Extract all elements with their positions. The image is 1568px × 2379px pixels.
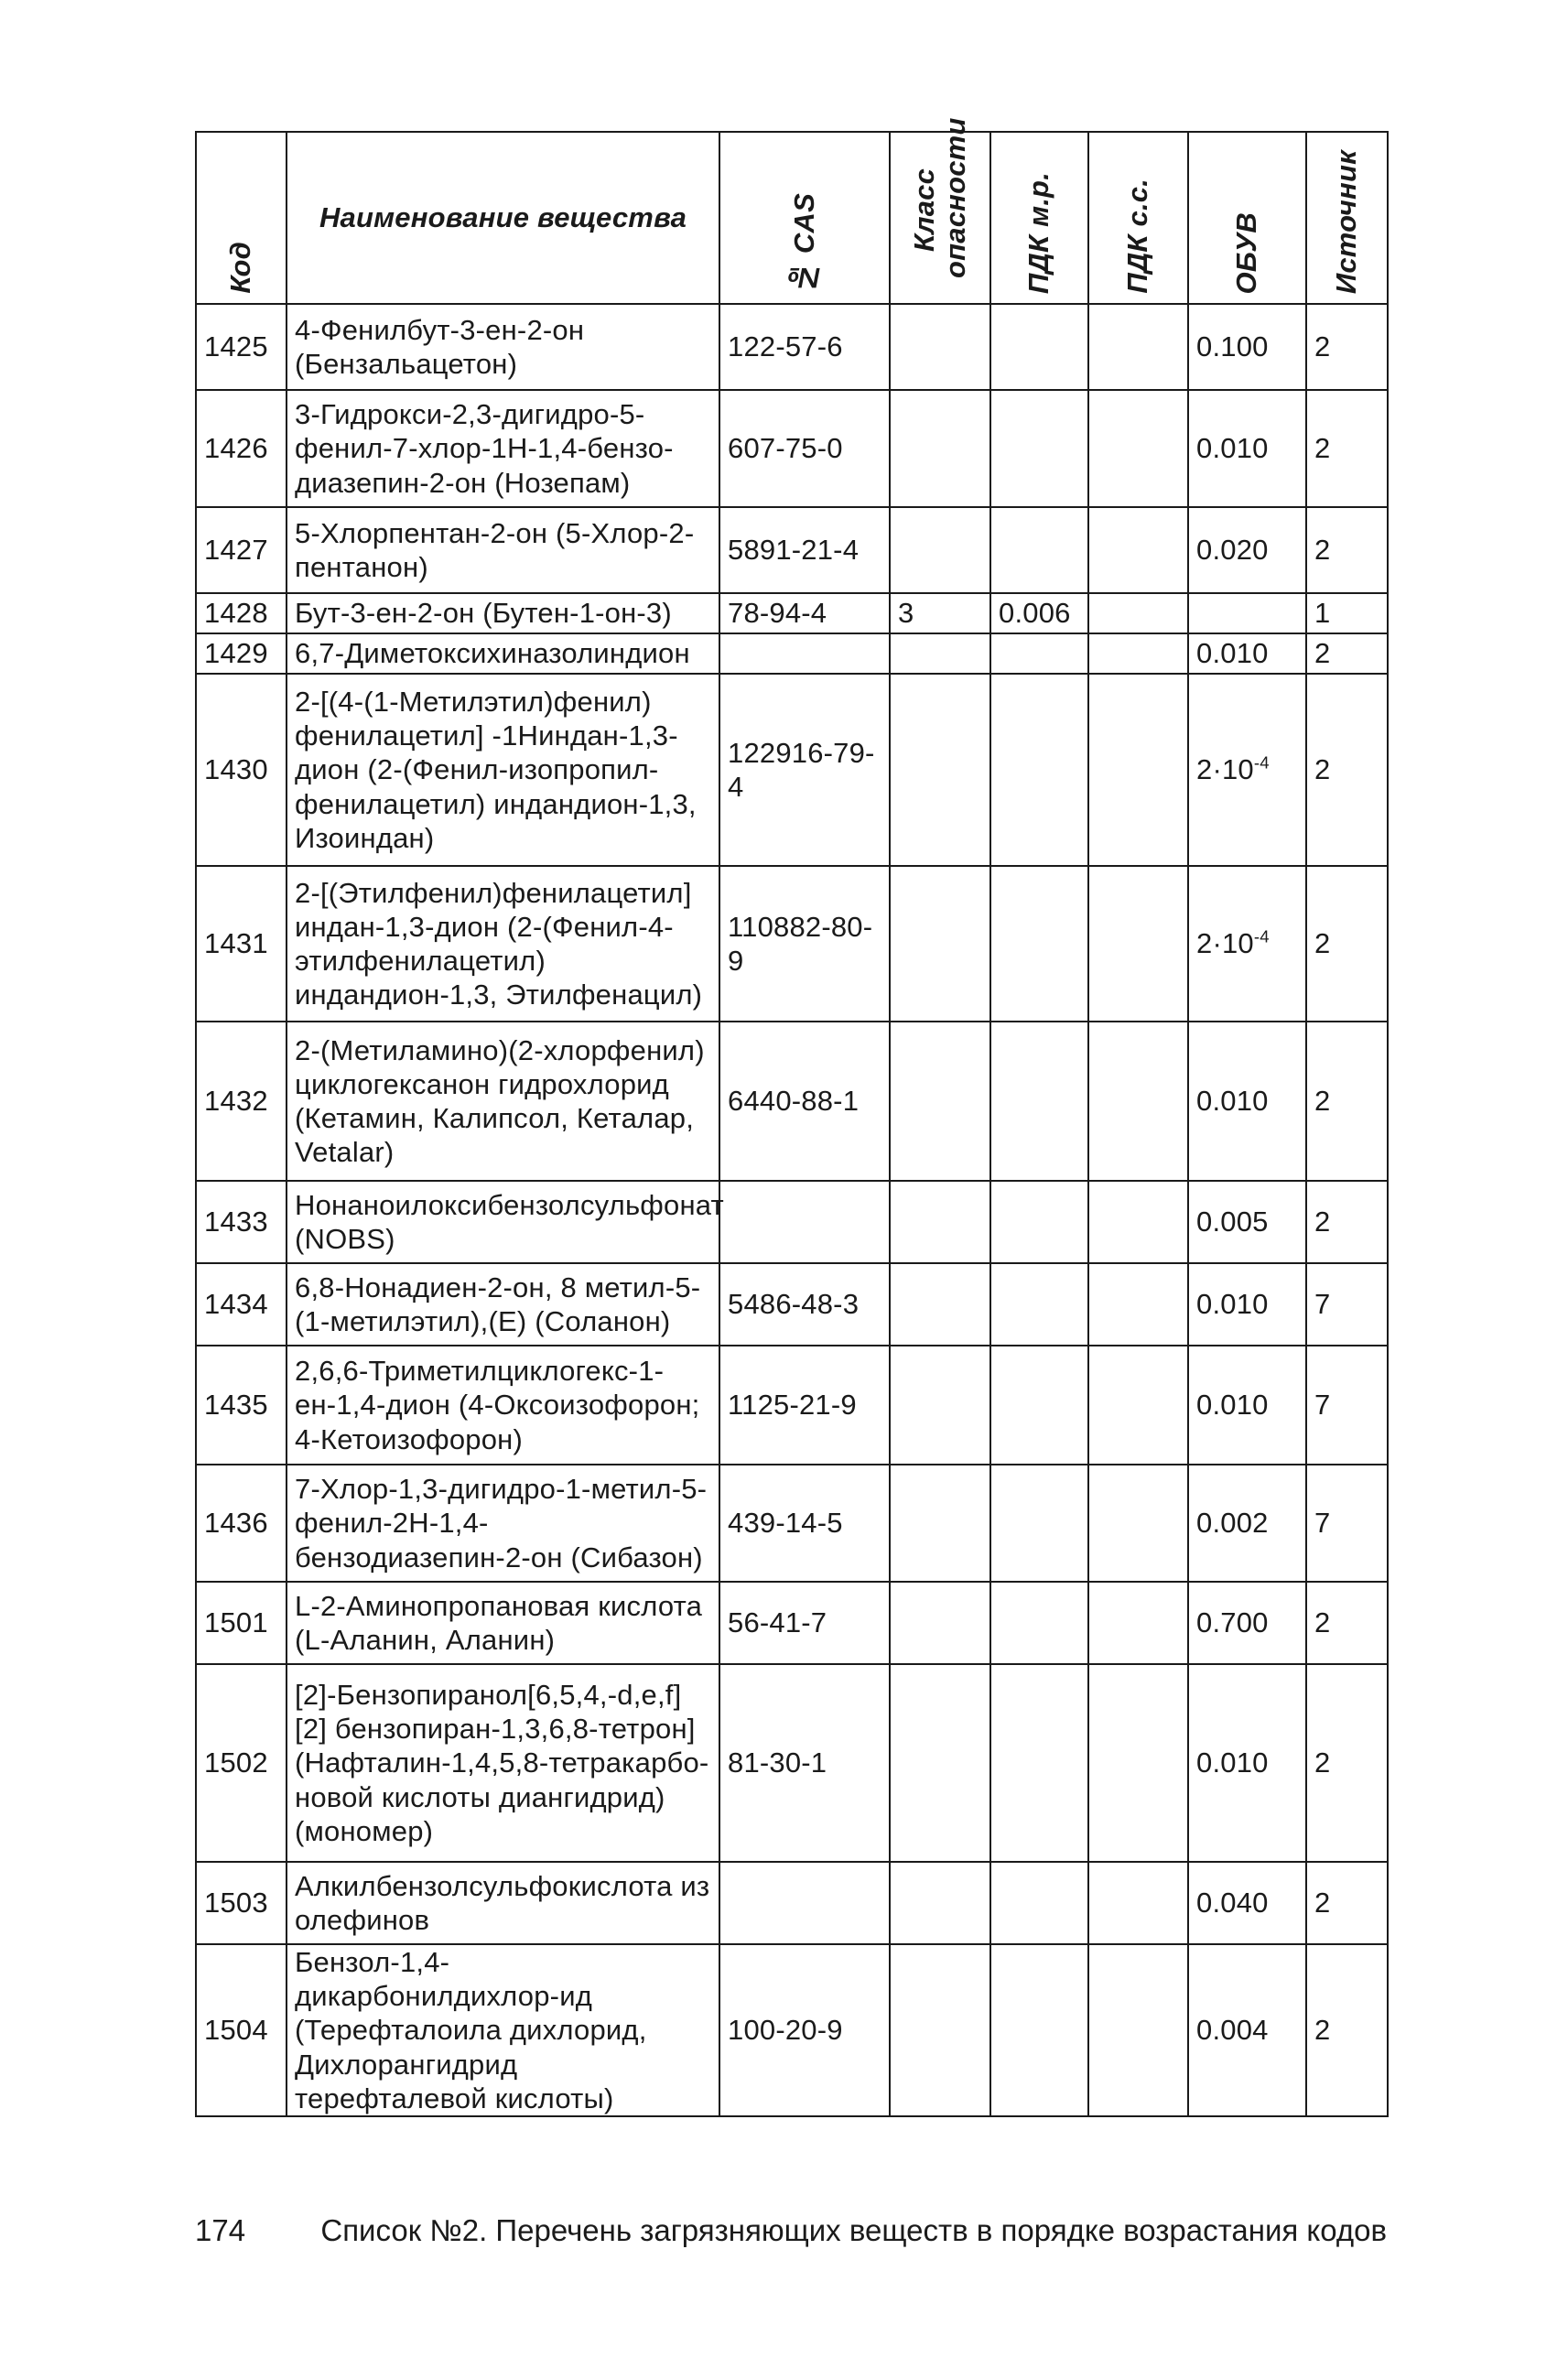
cell-pdk-mr — [990, 1944, 1088, 2116]
cell-source: 7 — [1306, 1263, 1388, 1346]
cell-code: 1501 — [196, 1582, 287, 1664]
cell-obuv — [1188, 674, 1306, 866]
cell-source: 7 — [1306, 1465, 1388, 1582]
cell-pdk-ss — [1088, 674, 1188, 866]
cell-name: 2,6,6-Триметилциклогекс-1-ен-1,4-дион (4-Оксоизофорон; 4-Кетоизофорон) — [287, 1346, 719, 1465]
cell-pdk-ss — [1088, 507, 1188, 593]
cell-pdk-ss — [1088, 390, 1188, 507]
cell-name: 2-(Метиламино)(2-хлорфенил) циклогексанон гидрохлорид (Кетамин, Калипсол, Кеталар, Vetalar) — [287, 1022, 719, 1181]
cell-obuv: 0.005 — [1188, 1181, 1306, 1263]
table-row — [196, 633, 1388, 674]
cell-hazard-class — [890, 1862, 990, 1944]
cell-pdk-mr — [990, 674, 1088, 866]
cell-pdk-mr — [990, 866, 1088, 1022]
cell-pdk-ss — [1088, 1263, 1188, 1346]
cell-pdk-mr — [990, 390, 1088, 507]
cell-source: 2 — [1306, 674, 1388, 866]
cell-source: 2 — [1306, 1582, 1388, 1664]
cell-name: Алкилбензолсульфокислота из олефинов — [287, 1862, 719, 1944]
cell-pdk-ss — [1088, 1022, 1188, 1181]
table-row — [196, 1022, 1388, 1181]
header-cas: № CAS — [719, 132, 890, 304]
cell-pdk-mr — [990, 1465, 1088, 1582]
cell-obuv: 0.100 — [1188, 304, 1306, 390]
cell-pdk-ss — [1088, 1862, 1188, 1944]
cell-code: 1433 — [196, 1181, 287, 1263]
cell-cas — [719, 1181, 890, 1263]
cell-cas: 100-20-9 — [719, 1944, 890, 2116]
obuv-exponent: -4 — [1253, 753, 1270, 773]
table-row — [196, 1263, 1388, 1346]
cell-pdk-ss — [1088, 866, 1188, 1022]
cell-code: 1434 — [196, 1263, 287, 1346]
cell-cas: 81-30-1 — [719, 1664, 890, 1862]
cell-pdk-mr — [990, 1181, 1088, 1263]
cell-source: 2 — [1306, 866, 1388, 1022]
running-footer: Список №2. Перечень загрязняющих веществ в порядке возрастания кодов — [320, 2213, 1387, 2247]
cell-hazard-class — [890, 1664, 990, 1862]
cell-hazard-class — [890, 1022, 990, 1181]
cell-code: 1435 — [196, 1346, 287, 1465]
cell-name: Бензол-1,4-дикарбонилдихлор-ид (Терефталоила дихлорид, Дихлорангидрид терефталевой кислоты) — [287, 1944, 719, 2116]
cell-hazard-class — [890, 1346, 990, 1465]
cell-obuv: 0.010 — [1188, 1664, 1306, 1862]
cell-name: 5-Хлорпентан-2-он (5-Хлор-2-пентанон) — [287, 507, 719, 593]
table-row — [196, 390, 1388, 507]
cell-source: 7 — [1306, 1346, 1388, 1465]
cell-pdk-mr — [990, 304, 1088, 390]
cell-hazard-class — [890, 390, 990, 507]
cell-source: 2 — [1306, 1862, 1388, 1944]
cell-cas — [719, 1862, 890, 1944]
cell-cas: 56-41-7 — [719, 1582, 890, 1664]
cell-code: 1427 — [196, 507, 287, 593]
cell-cas: 122-57-6 — [719, 304, 890, 390]
page-number: 174 — [195, 2213, 246, 2247]
cell-code: 1425 — [196, 304, 287, 390]
cell-pdk-ss — [1088, 633, 1188, 674]
cell-cas: 122916-79-4 — [719, 674, 890, 866]
cell-cas: 78-94-4 — [719, 593, 890, 633]
cell-obuv: 0.010 — [1188, 390, 1306, 507]
table-row — [196, 1465, 1388, 1582]
cell-name: 7-Хлор-1,3-дигидро-1-метил-5-фенил-2Н-1,4-бензодиазепин-2-он (Сибазон) — [287, 1465, 719, 1582]
cell-obuv: 0.020 — [1188, 507, 1306, 593]
obuv-base: 2·10 — [1196, 753, 1254, 786]
cell-obuv: 0.010 — [1188, 1022, 1306, 1181]
header-source: Источник — [1306, 132, 1388, 304]
cell-name: L-2-Аминопропановая кислота (L-Аланин, Аланин) — [287, 1582, 719, 1664]
cell-hazard-class — [890, 1263, 990, 1346]
cell-hazard-class — [890, 1944, 990, 2116]
cell-code: 1432 — [196, 1022, 287, 1181]
cell-pdk-ss — [1088, 1944, 1188, 2116]
cell-pdk-mr: 0.006 — [990, 593, 1088, 633]
cell-source: 2 — [1306, 1181, 1388, 1263]
cell-pdk-mr — [990, 1664, 1088, 1862]
cell-source: 2 — [1306, 507, 1388, 593]
cell-obuv: 0.010 — [1188, 633, 1306, 674]
cell-hazard-class — [890, 304, 990, 390]
cell-pdk-ss — [1088, 1582, 1188, 1664]
cell-code: 1429 — [196, 633, 287, 674]
cell-code: 1502 — [196, 1664, 287, 1862]
cell-obuv: 0.040 — [1188, 1862, 1306, 1944]
cell-code: 1503 — [196, 1862, 287, 1944]
cell-hazard-class — [890, 674, 990, 866]
table-row — [196, 1664, 1388, 1862]
cell-source: 2 — [1306, 390, 1388, 507]
cell-name: [2]-Бензопиранол[6,5,4,-d,e,f] [2] бензопиран-1,3,6,8-тетрон] (Нафталин-1,4,5,8-тетракарбо-новой кислоты диангидрид) (мономер) — [287, 1664, 719, 1862]
substances-table — [195, 117, 1389, 2117]
cell-pdk-mr — [990, 1582, 1088, 1664]
cell-name: Нонаноилоксибензолсульфонат (NOBS) — [287, 1181, 719, 1263]
cell-cas: 439-14-5 — [719, 1465, 890, 1582]
cell-pdk-mr — [990, 1862, 1088, 1944]
cell-cas — [719, 633, 890, 674]
cell-hazard-class — [890, 1582, 990, 1664]
cell-pdk-mr — [990, 1263, 1088, 1346]
cell-pdk-mr — [990, 1346, 1088, 1465]
cell-obuv: 0.010 — [1188, 1263, 1306, 1346]
header-pdk-mr: ПДК м.р. — [990, 132, 1088, 304]
cell-name: 2-[(4-(1-Метилэтил)фенил) фенилацетил] -1Ниндан-1,3-дион (2-(Фенил-изопропил-фенилацетил) индандион-1,3, Изоиндан) — [287, 674, 719, 866]
cell-code: 1430 — [196, 674, 287, 866]
cell-name: 6,7-Диметоксихиназолиндион — [287, 633, 719, 674]
cell-pdk-ss — [1088, 1465, 1188, 1582]
cell-pdk-mr — [990, 1022, 1088, 1181]
cell-code: 1436 — [196, 1465, 287, 1582]
cell-obuv: 0.004 — [1188, 1944, 1306, 2116]
table-row — [196, 866, 1388, 1022]
cell-code: 1426 — [196, 390, 287, 507]
cell-pdk-ss — [1088, 304, 1188, 390]
header-obuv: ОБУВ — [1188, 132, 1306, 304]
table-row — [196, 1582, 1388, 1664]
cell-name: 2-[(Этилфенил)фенилацетил] индан-1,3-дион (2-(Фенил-4-этилфенилацетил) индандион-1,3, Этилфенацил) — [287, 866, 719, 1022]
cell-pdk-ss — [1088, 1346, 1188, 1465]
cell-cas: 110882-80-9 — [719, 866, 890, 1022]
table-row — [196, 674, 1388, 866]
table-row — [196, 1181, 1388, 1263]
header-code: Код — [196, 132, 287, 304]
cell-source: 1 — [1306, 593, 1388, 633]
cell-hazard-class — [890, 1465, 990, 1582]
header-hazard-class: Класс опасности — [890, 132, 990, 304]
header-name: Наименование вещества — [287, 132, 719, 304]
cell-code: 1431 — [196, 866, 287, 1022]
cell-obuv — [1188, 866, 1306, 1022]
cell-hazard-class — [890, 633, 990, 674]
cell-name: 3-Гидрокси-2,3-дигидро-5-фенил-7-хлор-1Н-1,4-бензо-диазепин-2-он (Нозепам) — [287, 390, 719, 507]
cell-cas: 5486-48-3 — [719, 1263, 890, 1346]
cell-obuv: 0.700 — [1188, 1582, 1306, 1664]
cell-hazard-class: 3 — [890, 593, 990, 633]
cell-cas: 6440-88-1 — [719, 1022, 890, 1181]
cell-pdk-ss — [1088, 1664, 1188, 1862]
table-row — [196, 1944, 1388, 2116]
cell-obuv — [1188, 593, 1306, 633]
cell-source: 2 — [1306, 1022, 1388, 1181]
cell-name: 4-Фенилбут-3-ен-2-он (Бензальацетон) — [287, 304, 719, 390]
cell-code: 1428 — [196, 593, 287, 633]
cell-pdk-mr — [990, 633, 1088, 674]
cell-cas: 1125-21-9 — [719, 1346, 890, 1465]
cell-obuv: 0.002 — [1188, 1465, 1306, 1582]
table-row — [196, 507, 1388, 593]
obuv-exponent: -4 — [1253, 927, 1270, 947]
cell-pdk-mr — [990, 507, 1088, 593]
cell-source: 2 — [1306, 633, 1388, 674]
cell-obuv: 0.010 — [1188, 1346, 1306, 1465]
cell-pdk-ss — [1088, 593, 1188, 633]
cell-source: 2 — [1306, 1664, 1388, 1862]
cell-pdk-ss — [1088, 1181, 1188, 1263]
cell-cas: 5891-21-4 — [719, 507, 890, 593]
table-row — [196, 304, 1388, 390]
cell-hazard-class — [890, 507, 990, 593]
table-row — [196, 1346, 1388, 1465]
cell-name: Бут-3-ен-2-он (Бутен-1-он-3) — [287, 593, 719, 633]
table-row — [196, 1862, 1388, 1944]
obuv-base: 2·10 — [1196, 927, 1254, 960]
cell-name: 6,8-Нонадиен-2-он, 8 метил-5-(1-метилэтил),(Е) (Соланон) — [287, 1263, 719, 1346]
cell-code: 1504 — [196, 1944, 287, 2116]
cell-hazard-class — [890, 1181, 990, 1263]
table-row — [196, 593, 1388, 633]
header-pdk-ss: ПДК с.с. — [1088, 132, 1188, 304]
cell-source: 2 — [1306, 304, 1388, 390]
cell-cas: 607-75-0 — [719, 390, 890, 507]
cell-source: 2 — [1306, 1944, 1388, 2116]
cell-hazard-class — [890, 866, 990, 1022]
table-header-row — [196, 132, 1388, 304]
